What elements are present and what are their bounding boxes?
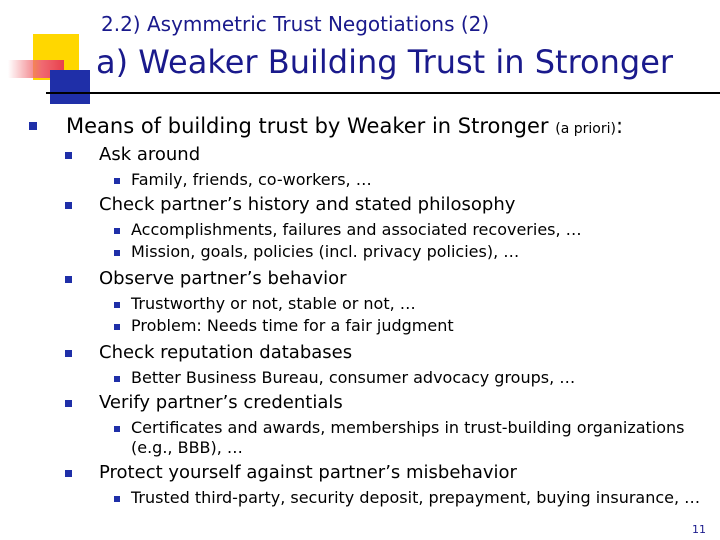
bullet-level3 [114, 324, 120, 330]
list-subitem: Better Business Bureau, consumer advocacy groups, … [131, 368, 576, 387]
list-item-label: Ask around [99, 144, 201, 165]
list-subitem: Certificates and awards, memberships in trust-building organizations [131, 418, 685, 437]
main-point-text: Means of building trust by Weaker in Stronger [66, 114, 549, 138]
bullet-level3 [114, 250, 120, 256]
bullet-level2 [65, 470, 72, 477]
bullet-level2 [65, 350, 72, 357]
bullet-level2 [65, 152, 72, 159]
list-subitem: Mission, goals, policies (incl. privacy policies), … [131, 242, 520, 261]
slide-subtitle: 2.2) Asymmetric Trust Negotiations (2) [101, 12, 490, 36]
list-item-label: Protect yourself against partner’s misbehavior [99, 462, 517, 483]
list-item-label: Check partner’s history and stated philosophy [99, 194, 516, 215]
bullet-level3 [114, 376, 120, 382]
list-item-label: Verify partner’s credentials [99, 392, 343, 413]
list-subitem: Family, friends, co-workers, … [131, 170, 372, 189]
main-point-suffix: : [615, 114, 624, 138]
list-item-label: Check reputation databases [99, 342, 353, 363]
bullet-level3 [114, 228, 120, 234]
bullet-level2 [65, 202, 72, 209]
main-point [66, 114, 623, 138]
bullet-level2 [65, 276, 72, 283]
list-subitem: Accomplishments, failures and associated recoveries, … [131, 220, 582, 239]
bullet-level3 [114, 496, 120, 502]
logo-blue-square [50, 70, 90, 104]
title-rule [46, 92, 720, 94]
list-subitem: Trustworthy or not, stable or not, … [131, 294, 416, 313]
slide-title: a) Weaker Building Trust in Stronger [96, 43, 674, 81]
bullet-level2 [65, 400, 72, 407]
bullet-level3 [114, 426, 120, 432]
list-subitem-continuation: (e.g., BBB), … [131, 438, 243, 457]
bullet-level3 [114, 178, 120, 184]
list-subitem: Problem: Needs time for a fair judgment [131, 316, 454, 335]
page-number: 11 [692, 523, 706, 536]
bullet-level1 [29, 122, 37, 130]
list-subitem: Trusted third-party, security deposit, prepayment, buying insurance, … [131, 488, 701, 507]
bullet-level3 [114, 302, 120, 308]
main-point-note: (a priori) [555, 121, 616, 137]
list-item-label: Observe partner’s behavior [99, 268, 347, 289]
